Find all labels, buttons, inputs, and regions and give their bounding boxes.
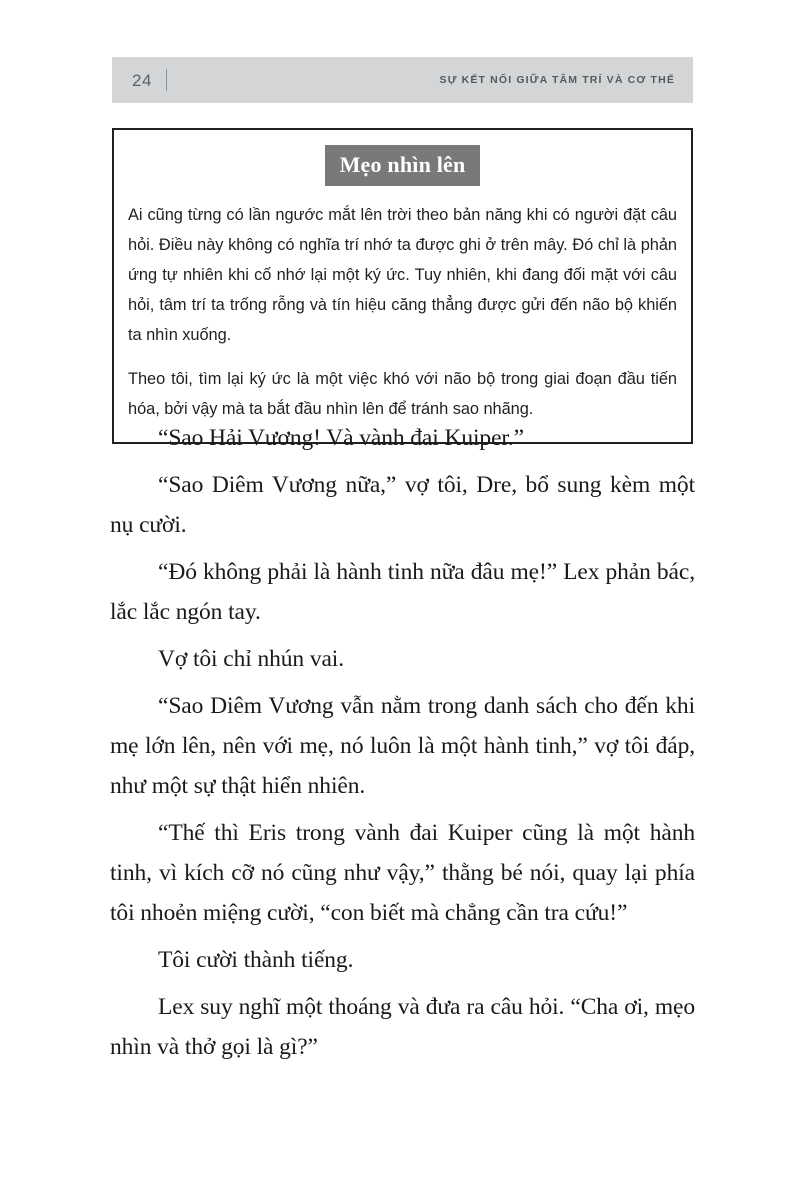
callout-title-badge: Mẹo nhìn lên bbox=[325, 145, 481, 186]
body-text bbox=[110, 418, 695, 1074]
body-paragraph: “Sao Diêm Vương vẫn nằm trong danh sách cho đến khi mẹ lớn lên, nên với mẹ, nó luôn là một hành tinh,” vợ tôi đáp, như một sự thật hiển nhiên. bbox=[110, 693, 695, 799]
body-paragraph: “Sao Hải Vương! Và vành đai Kuiper.” bbox=[158, 425, 524, 451]
body-paragraph: Lex suy nghĩ một thoáng và đưa ra câu hỏi. “Cha ơi, mẹo nhìn và thở gọi là gì?” bbox=[110, 994, 695, 1060]
body-paragraph: “Sao Diêm Vương nữa,” vợ tôi, Dre, bổ sung kèm một nụ cười. bbox=[110, 472, 695, 538]
running-header bbox=[112, 57, 693, 103]
page-number: 24 bbox=[132, 70, 152, 90]
folio-separator-rule bbox=[166, 69, 167, 91]
body-paragraph: “Đó không phải là hành tinh nữa đâu mẹ!” Lex phản bác, lắc lắc ngón tay. bbox=[110, 559, 695, 625]
callout-title-container bbox=[128, 145, 677, 186]
body-paragraph: Vợ tôi chỉ nhún vai. bbox=[158, 646, 345, 672]
body-paragraph: “Thế thì Eris trong vành đai Kuiper cũng là một hành tinh, vì kích cỡ nó cũng như vậy,” thằng bé nói, quay lại phía tôi nhoẻn miệng cười, “con biết mà chẳng cần tra cứu!” bbox=[110, 820, 695, 926]
chapter-title: SỰ KẾT NỐI GIỮA TÂM TRÍ VÀ CƠ THỂ bbox=[439, 73, 675, 86]
callout-paragraph: Theo tôi, tìm lại ký ức là một việc khó với não bộ trong giai đoạn đầu tiến hóa, bởi vậy mà ta bắt đầu nhìn lên để tránh sao nhãng. bbox=[128, 370, 677, 418]
body-paragraph: Tôi cười thành tiếng. bbox=[158, 947, 354, 973]
callout-paragraph: Ai cũng từng có lần ngước mắt lên trời theo bản năng khi có người đặt câu hỏi. Điều này không có nghĩa trí nhớ ta được ghi ở trên mây. Đó chỉ là phản ứng tự nhiên khi cố nhớ lại một ký ức. Tuy nhiên, khi đang đối mặt với câu hỏi, tâm trí ta trống rỗng và tín hiệu căng thẳng được gửi đến não bộ khiến ta nhìn xuống. bbox=[128, 206, 677, 344]
tip-callout-box bbox=[112, 128, 693, 444]
